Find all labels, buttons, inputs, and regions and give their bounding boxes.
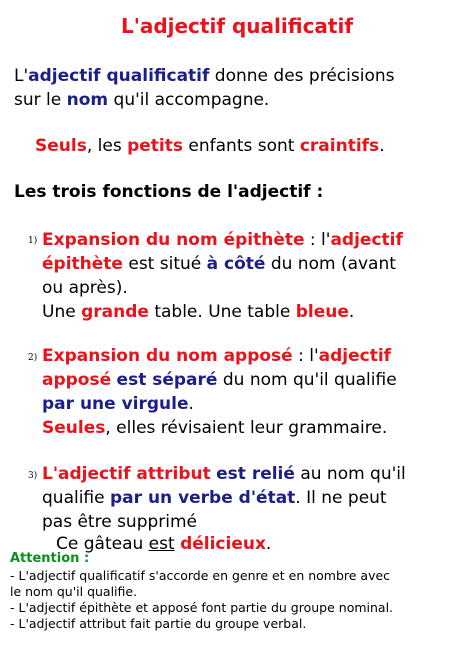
item-1-number: 1) xyxy=(28,236,38,246)
item-3-line-1 xyxy=(42,462,406,486)
item-3-example-adjective: délicieux xyxy=(180,534,266,554)
item-2-key: par une virgule xyxy=(42,394,189,414)
intro-text: sur le xyxy=(14,90,67,110)
example-text: . xyxy=(379,136,385,156)
item-2-heading: Expansion du nom apposé xyxy=(42,346,293,366)
intro-text: L' xyxy=(14,66,29,86)
item-1-example-text: . xyxy=(348,302,355,322)
item-1-example-adjective: bleue xyxy=(295,302,349,322)
intro-line-2 xyxy=(14,88,269,112)
item-3-heading: L'adjectif attribut xyxy=(42,464,211,484)
example-adjective: Seuls xyxy=(35,136,87,156)
attention-line-1: - L'adjectif qualificatif s'accorde en genre et en nombre avec xyxy=(10,568,391,583)
item-2-line-1 xyxy=(42,344,391,368)
item-2-text: . xyxy=(188,394,194,414)
item-3-example-verb: est xyxy=(148,534,175,554)
item-3-text: au nom qu'il xyxy=(294,464,406,484)
item-3-example-text: Ce gâteau xyxy=(56,534,149,554)
attention-line-4: - L'adjectif attribut fait partie du groupe verbal. xyxy=(10,616,307,631)
item-1-line-1 xyxy=(42,228,403,252)
item-2-term: apposé xyxy=(42,370,112,390)
item-1-text: : l' xyxy=(304,230,331,250)
attention-line-2: le nom qu'il qualifie. xyxy=(10,584,138,599)
item-3-line-2 xyxy=(42,486,387,510)
item-1-text: est situé xyxy=(122,254,207,274)
item-2-text: du nom qu'il qualifie xyxy=(217,370,397,390)
item-1-line-3: ou après). xyxy=(42,278,128,298)
item-2-line-2 xyxy=(42,368,397,392)
item-2-text: : l' xyxy=(292,346,319,366)
item-2-example-text: , elles révisaient leur grammaire. xyxy=(105,418,388,438)
example-sentence xyxy=(35,134,385,158)
item-1-term: adjectif xyxy=(330,230,403,250)
attention-line-3: - L'adjectif épithète et apposé font partie du groupe nominal. xyxy=(10,600,394,615)
item-1-key: à côté xyxy=(206,254,266,274)
item-2-term: adjectif xyxy=(318,346,392,366)
term-nom: nom xyxy=(66,90,109,110)
item-1-heading: Expansion du nom épithète xyxy=(42,230,305,250)
intro-line-1 xyxy=(14,64,394,88)
item-3-line-3: pas être supprimé xyxy=(42,512,198,532)
item-2-number: 2) xyxy=(28,353,38,363)
intro-text: donne des précisions xyxy=(209,66,395,86)
item-3-key: par un verbe d'état xyxy=(110,488,296,508)
item-1-example-text: Une xyxy=(42,302,82,322)
item-2-example-adjective: Seules xyxy=(42,418,106,438)
item-2-example xyxy=(42,416,387,440)
item-1-example-text: table. Une table xyxy=(148,302,296,322)
page-title: L'adjectif qualificatif xyxy=(120,14,354,38)
example-text: enfants sont xyxy=(183,136,300,156)
attention-title: Attention : xyxy=(10,551,90,566)
example-adjective: craintifs xyxy=(299,136,380,156)
example-text: , les xyxy=(86,136,128,156)
item-3-text: . Il ne peut xyxy=(295,488,387,508)
item-3-number: 3) xyxy=(28,471,38,481)
item-2-line-3 xyxy=(42,392,194,416)
item-1-text: du nom (avant xyxy=(265,254,396,274)
item-3-key: est relié xyxy=(216,464,295,484)
intro-text: qu'il accompagne. xyxy=(108,90,270,110)
item-1-term: épithète xyxy=(42,254,123,274)
item-1-line-2 xyxy=(42,252,396,276)
example-adjective: petits xyxy=(127,136,183,156)
item-1-example xyxy=(42,300,354,324)
item-1-example-adjective: grande xyxy=(81,302,149,322)
item-3-text: qualifie xyxy=(42,488,110,508)
item-2-key: est séparé xyxy=(116,370,218,390)
term-adjectif-qualificatif: adjectif qualificatif xyxy=(28,66,210,86)
section-title: Les trois fonctions de l'adjectif : xyxy=(14,182,324,202)
item-3-example-text: . xyxy=(265,534,272,554)
